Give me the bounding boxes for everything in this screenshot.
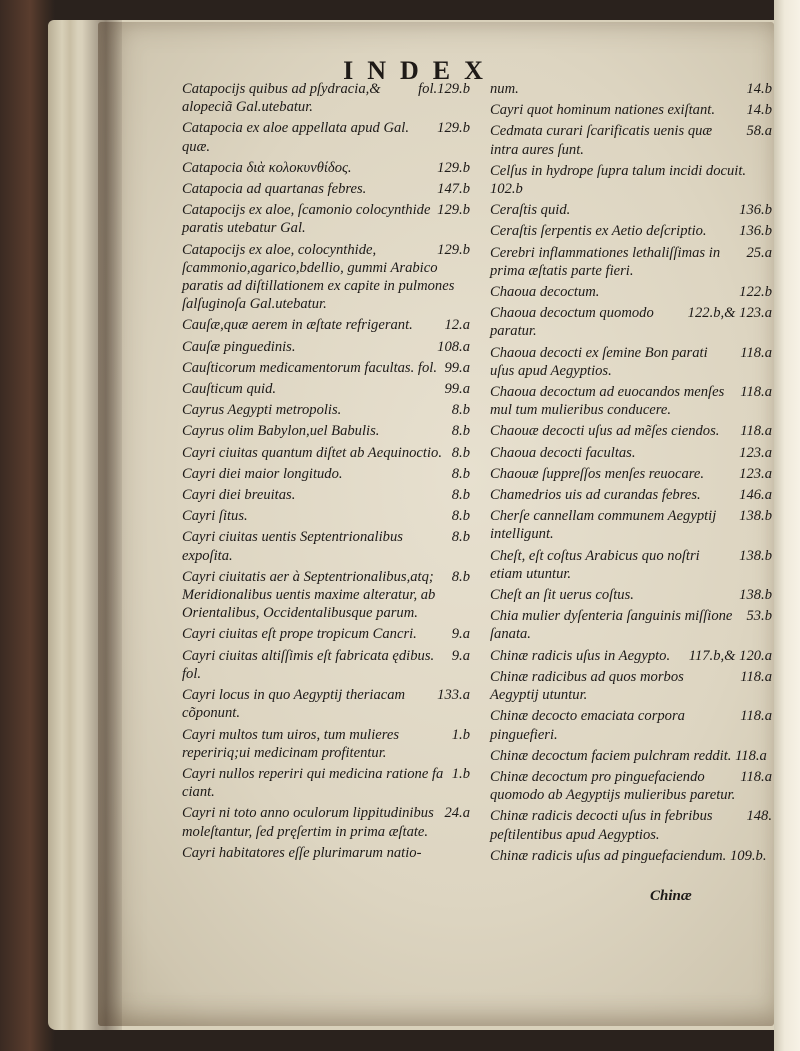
index-entry (182, 486, 470, 504)
index-entry-text: Chaoua decoctum quomodo paratur. (490, 305, 654, 340)
index-entry (182, 359, 470, 377)
index-entry-text: Chinæ decocto emaciata corpora pinguefieri. (490, 708, 685, 743)
index-entry (490, 607, 772, 643)
index-entry-text: Catapocia ex aloe appellata apud Gal. quæ. (182, 120, 409, 155)
index-entry-page: 129.b (437, 241, 470, 258)
index-entry-page: 129.b (437, 120, 470, 137)
index-entry-text: Cauſæ,quæ aerem in æſtate refrigerant. (182, 317, 413, 334)
index-entry-text: Cayri diei maior longitudo. (182, 465, 343, 482)
index-entry (490, 101, 772, 119)
index-entry-page: 118.a (740, 344, 772, 361)
index-entry-text: Chamedrios uis ad curandas febres. (490, 487, 701, 504)
index-entry (490, 344, 772, 380)
index-entry-page: 136.b (739, 223, 772, 240)
index-entry-page: 53.b (746, 608, 772, 625)
index-entry-page: 118.a (740, 768, 772, 785)
index-entry-text: Cayri ciuitas eſt prope tropicum Cancri. (182, 626, 417, 643)
index-entry-page: 8.b (451, 423, 470, 440)
index-entry-page: 147.b (437, 181, 470, 198)
index-entry-text: Chia mulier dyſenteria ſanguinis miſſione ſanata. (490, 608, 733, 643)
index-entry (182, 844, 470, 862)
index-entry-page: 108.a (437, 338, 470, 355)
index-entry (182, 241, 470, 314)
index-entry-page: 129.b (437, 202, 470, 219)
index-entry (490, 222, 772, 240)
index-entry-text: Cayri multos tum uiros, tum mulieres repeririq;ui medicinam profitentur. (182, 726, 400, 761)
index-entry-text: Cayri nullos reperiri qui medicina ratione fa ciant. (182, 765, 444, 801)
index-entry (182, 444, 470, 462)
catchword: Chinæ (650, 888, 692, 904)
index-entry-text: Cayri locus in quo Aegyptij theriacam cõponunt. (182, 687, 406, 722)
index-entry (490, 847, 772, 865)
index-entry-page: 146.a (739, 487, 772, 504)
index-entry-page: 1.b (451, 765, 470, 782)
page-title: INDEX (343, 56, 497, 85)
index-entry (490, 283, 772, 301)
gutter-shadow (82, 20, 122, 1030)
index-entry (490, 383, 772, 419)
index-entry (490, 80, 772, 98)
index-entry-page: 133.a (437, 687, 470, 704)
index-entry-text: Cayrus olim Babylon,uel Babulis. (182, 423, 380, 440)
index-entry-text: Cerebri inflammationes lethaliſſimas in prima æſtatis parte fieri. (490, 244, 721, 279)
index-entry-text: Catapocijs quibus ad pſydracia,& alopeciã Gal.utebatur. (182, 81, 381, 116)
index-entry-page: fol.129.b (418, 81, 470, 97)
index-entry (182, 80, 470, 116)
index-column-left (182, 80, 470, 865)
index-entry-text: Catapocia ad quartanas febres. (182, 181, 367, 198)
index-entry (182, 568, 470, 623)
index-entry-page: 117.b,& 120.a (688, 647, 772, 664)
index-entry-page: 138.b (739, 547, 772, 564)
index-entry-text: Cayri ni toto anno oculorum lippitudinibus moleſtantur, ſed pręſertim in prima æſtate. (182, 805, 434, 840)
index-entry (182, 201, 470, 237)
index-entry-page: 8.b (451, 529, 470, 546)
index-entry-text: Catapocijs ex aloe, colocynthide, ſcammonio,agarico,bdellio, gummi Arabico paratis ad diſtillationem ex capite in pulmones ſalſuginoſa Gal.utebatur. (182, 241, 455, 313)
index-entry (490, 422, 772, 440)
index-entry (182, 401, 470, 419)
index-entry-page: 8.b (451, 465, 470, 482)
index-entry (182, 316, 470, 334)
index-entry-text: Chinæ radicis uſus ad pinguefaciendum. 109.b. (490, 847, 767, 864)
index-entry-page: 138.b (739, 587, 772, 604)
index-column-right (490, 80, 772, 868)
index-entry (182, 380, 470, 398)
index-entry-page: 25.a (746, 244, 772, 261)
index-entry-text: Cheſt, eſt coſtus Arabicus quo noſtri etiam utuntur. (490, 547, 700, 582)
index-entry-page: 122.b,& 123.a (687, 305, 772, 322)
index-entry-page: 118.a (740, 708, 772, 725)
index-entry-page: 9.a (451, 647, 470, 664)
index-entry-text: Ceraſtis ſerpentis ex Aetio deſcriptio. (490, 223, 707, 240)
index-entry-page: 136.b (739, 202, 772, 219)
index-entry-page: 122.b (739, 284, 772, 301)
index-entry (182, 765, 470, 801)
index-entry-page: 138.b (739, 508, 772, 525)
index-entry-text: Chinæ decoctum pro pinguefaciendo quomodo ab Aegyptijs mulieribus paretur. (490, 768, 736, 804)
index-entry-page: 99.a (444, 381, 470, 398)
index-entry-text: Cayri diei breuitas. (182, 487, 296, 504)
index-entry-page: 118.a (740, 423, 772, 440)
index-entry (182, 804, 470, 840)
index-entry-text: Chaoua decoctum. (490, 284, 600, 301)
index-entry (182, 726, 470, 762)
index-entry (182, 686, 470, 722)
index-entry-text: Cayri ciuitas uentis Septentrionalibus expoſita. (182, 529, 403, 564)
index-entry-text: Cayri habitatores eſſe plurimarum natio- (182, 844, 422, 861)
index-entry-page: 8.b (451, 402, 470, 419)
index-entry (490, 465, 772, 483)
index-entry-text: Cayri quot hominum nationes exiſtant. (490, 102, 715, 119)
index-entry (490, 244, 772, 280)
index-entry (490, 586, 772, 604)
index-entry (182, 338, 470, 356)
index-entry (182, 465, 470, 483)
index-entry-text: Chaouæ ſuppreſſos menſes reuocare. (490, 465, 705, 482)
index-entry (490, 201, 772, 219)
index-entry-text: Cherſe cannellam communem Aegyptij intelligunt. (490, 508, 717, 543)
index-entry (490, 707, 772, 743)
index-entry-text: Cayri ſitus. (182, 508, 248, 525)
index-entry (182, 625, 470, 643)
index-entry-page: 12.a (444, 317, 470, 334)
index-entry (490, 162, 772, 198)
index-entry-text: Celſus in hydrope ſupra talum incidi docuit. 102.b (490, 162, 747, 198)
index-entry (490, 668, 772, 704)
index-entry (182, 647, 470, 683)
index-entry-page: 14.b (746, 102, 772, 119)
index-entry-page: 14.b (746, 81, 772, 97)
index-entry (490, 768, 772, 804)
index-entry-text: Chinæ decoctum faciem pulchram reddit. 118.a (490, 747, 767, 764)
index-entry-text: Catapocijs ex aloe, ſcamonio colocynthide paratis utebatur Gal. (182, 202, 431, 237)
index-entry (490, 807, 772, 843)
index-entry-page: 1.b (451, 726, 470, 743)
index-entry-text: Ceraſtis quid. (490, 202, 571, 219)
index-entry-page: 118.a (740, 384, 772, 401)
index-entry-text: Chinæ radicis uſus in Aegypto. (490, 647, 671, 664)
index-entry-text: Cedmata curari ſcarificatis uenis quæ intra aures ſunt. (490, 123, 713, 158)
index-entry-page: 58.a (746, 123, 772, 140)
index-entry-text: num. (490, 81, 519, 97)
index-entry-page: 129.b (437, 159, 470, 176)
index-entry-page: 8.b (451, 508, 470, 525)
index-entry-text: Cayrus Aegypti metropolis. (182, 402, 342, 419)
index-entry (490, 122, 772, 158)
index-entry-page: 24.a (444, 805, 470, 822)
index-entry (182, 528, 470, 564)
index-entry-text: Cheſt an ſit uerus coſtus. (490, 587, 634, 604)
index-entry-text: Chaoua decocti ex ſemine Bon parati uſus apud Aegyptios. (490, 344, 708, 379)
index-entry (182, 180, 470, 198)
facing-page-edge (774, 0, 800, 1051)
index-entry-page: 123.a (739, 465, 772, 482)
index-entry-text: Cauſæ pinguedinis. (182, 338, 296, 355)
index-entry-page: 8.b (451, 568, 470, 585)
index-entry-text: Catapocia διὰ κολοκυνθίδος. (182, 159, 352, 176)
index-entry (490, 486, 772, 504)
index-entry-text: Cayri ciuitas altiſſimis eſt fabricata ędibus. fol. (182, 647, 435, 682)
index-entry (182, 507, 470, 525)
index-entry-text: Cauſticorum medicamentorum facultas. fol. (182, 359, 437, 376)
index-entry-page: 148. (746, 808, 772, 825)
index-entry-page: 9.a (451, 626, 470, 643)
index-entry (182, 119, 470, 155)
index-entry (490, 304, 772, 340)
index-entry-page: 118.a (740, 668, 772, 685)
index-entry (490, 507, 772, 543)
index-entry-text: Chaoua decoctum ad euocandos menſes mul tum mulieribus conducere. (490, 384, 725, 419)
index-entry (490, 444, 772, 462)
index-entry (490, 747, 772, 765)
index-entry-text: Cayri ciuitatis aer à Septentrionalibus,atq; Meridionalibus uentis maxime alteratur, ab Orientalibus, Occidentalibusque parum. (182, 568, 436, 622)
index-entry-text: Cayri ciuitas quantum diſtet ab Aequinoctio. (182, 444, 442, 461)
index-entry-page: 123.a (739, 444, 772, 461)
index-entry-text: Cauſticum quid. (182, 381, 277, 398)
index-entry (182, 159, 470, 177)
index-entry-text: Chinæ radicis decocti uſus in febribus peſtilentibus apud Aegyptios. (490, 808, 713, 843)
index-entry-page: 8.b (451, 444, 470, 461)
index-entry (490, 547, 772, 583)
index-entry-page: 99.a (444, 359, 470, 376)
index-entry (490, 647, 772, 665)
index-entry-page: 8.b (451, 487, 470, 504)
index-entry-text: Chaouæ decocti uſus ad mẽſes ciendos. (490, 423, 720, 440)
index-entry-text: Chinæ radicibus ad quos morbos Aegyptij utuntur. (490, 668, 684, 704)
index-entry-text: Chaoua decocti facultas. (490, 444, 636, 461)
index-entry (182, 422, 470, 440)
